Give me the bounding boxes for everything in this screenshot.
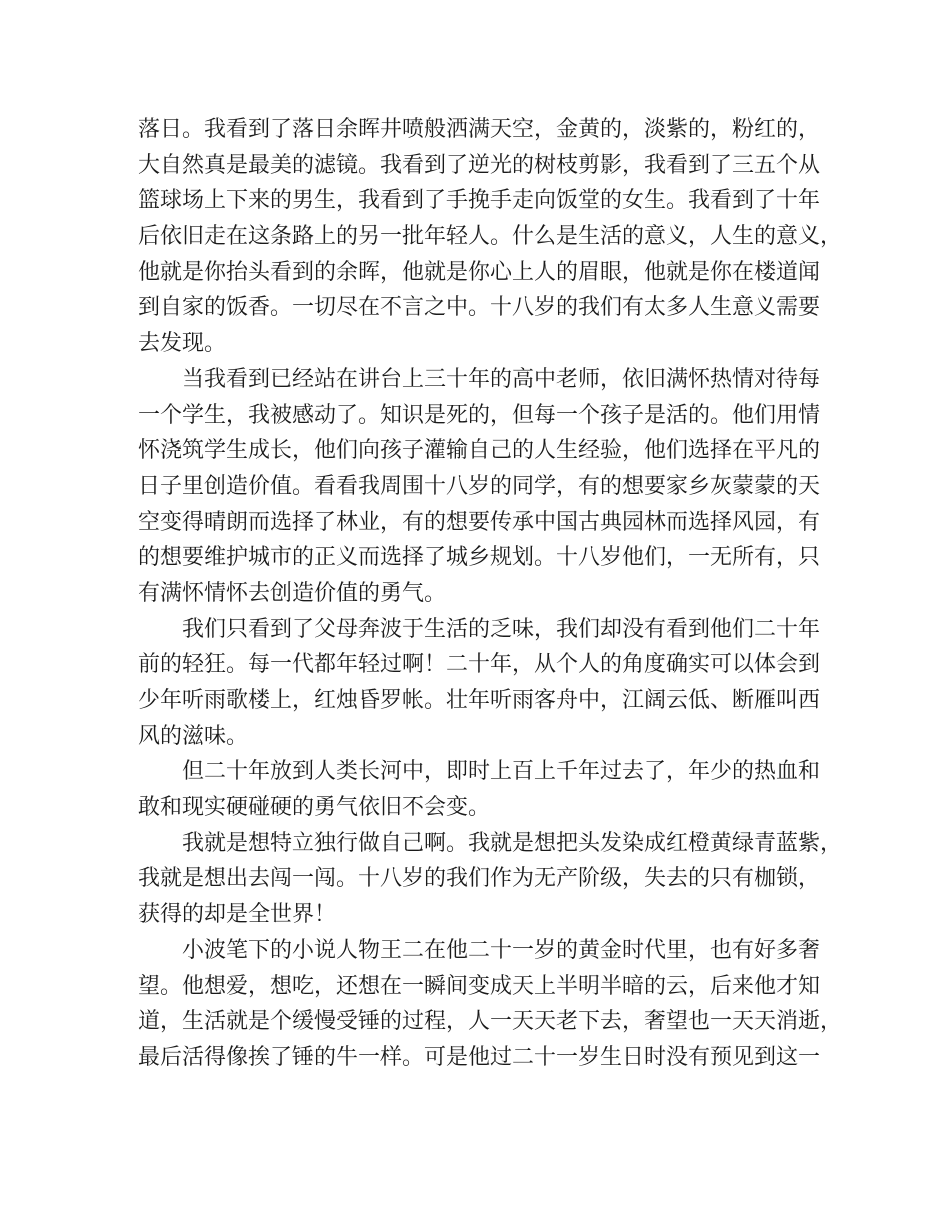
text-line: 空变得晴朗而选择了林业，有的想要传承中国古典园林而选择风园，有	[138, 509, 821, 535]
text-line: 望。他想爱，想吃，还想在一瞬间变成天上半明半暗的云，后来他才知	[138, 973, 821, 999]
paragraph-start-line: 当我看到已经站在讲台上三十年的高中老师，依旧满怀热情对待每	[182, 366, 821, 392]
text-line: 后依旧走在这条路上的另一批年轻人。什么是生活的意义，人生的意义，	[138, 224, 843, 250]
paragraph-start-line: 我就是想特立独行做自己啊。我就是想把头发染成红橙黄绿青蓝紫，	[182, 830, 843, 856]
text-line: 少年听雨歌楼上，红烛昏罗帐。壮年听雨客舟中，江阔云低、断雁叫西	[138, 688, 821, 713]
text-line: 一个学生，我被感动了。知识是死的，但每一个孩子是活的。他们用情	[138, 402, 821, 428]
text-line: 日子里创造价值。看看我周围十八岁的同学，有的想要家乡灰蒙蒙的天	[138, 473, 821, 499]
text-line: 最后活得像挨了锤的牛一样。可是他过二十一岁生日时没有预见到这一	[138, 1044, 821, 1070]
text-line: 获得的却是全世界！	[138, 902, 337, 928]
text-line: 前的轻狂。每一代都年轻过啊！二十年，从个人的角度确实可以体会到	[138, 652, 821, 678]
text-line: 我就是想出去闯一闯。十八岁的我们作为无产阶级，失去的只有枷锁，	[138, 866, 821, 892]
text-line: 敢和现实硬碰硬的勇气依旧不会变。	[138, 795, 491, 821]
text-line: 风的滋味。	[138, 723, 249, 749]
text-line: 他就是你抬头看到的余晖，他就是你心上人的眉眼，他就是你在楼道闻	[138, 259, 821, 285]
paragraph-start-line: 小波笔下的小说人物王二在他二十一岁的黄金时代里，也有好多奢	[182, 937, 821, 963]
text-line: 篮球场上下来的男生，我看到了手挽手走向饭堂的女生。我看到了十年	[138, 188, 821, 214]
paragraph-start-line: 我们只看到了父母奔波于生活的乏味，我们却没有看到他们二十年	[182, 616, 821, 642]
text-line: 有满怀情怀去创造价值的勇气。	[138, 580, 447, 606]
text-line: 道，生活就是个缓慢受锤的过程，人一天天老下去，奢望也一天天消逝，	[138, 1009, 843, 1035]
text-line: 大自然真是最美的滤镜。我看到了逆光的树枝剪影，我看到了三五个从	[138, 152, 821, 178]
text-line: 到自家的饭香。一切尽在不言之中。十八岁的我们有太多人生意义需要	[138, 295, 821, 321]
paragraph-start-line: 但二十年放到人类长河中，即时上百上千年过去了，年少的热血和	[182, 759, 821, 785]
body-text	[138, 112, 843, 1076]
text-line: 去发现。	[138, 331, 227, 357]
text-line: 的想要维护城市的正义而选择了城乡规划。十八岁他们，一无所有，只	[138, 545, 821, 571]
text-line: 落日。我看到了落日余晖井喷般洒满天空，金黄的，淡紫的，粉红的，	[138, 117, 821, 142]
text-line: 怀浇筑学生成长，他们向孩子灌输自己的人生经验，他们选择在平凡的	[138, 438, 821, 464]
